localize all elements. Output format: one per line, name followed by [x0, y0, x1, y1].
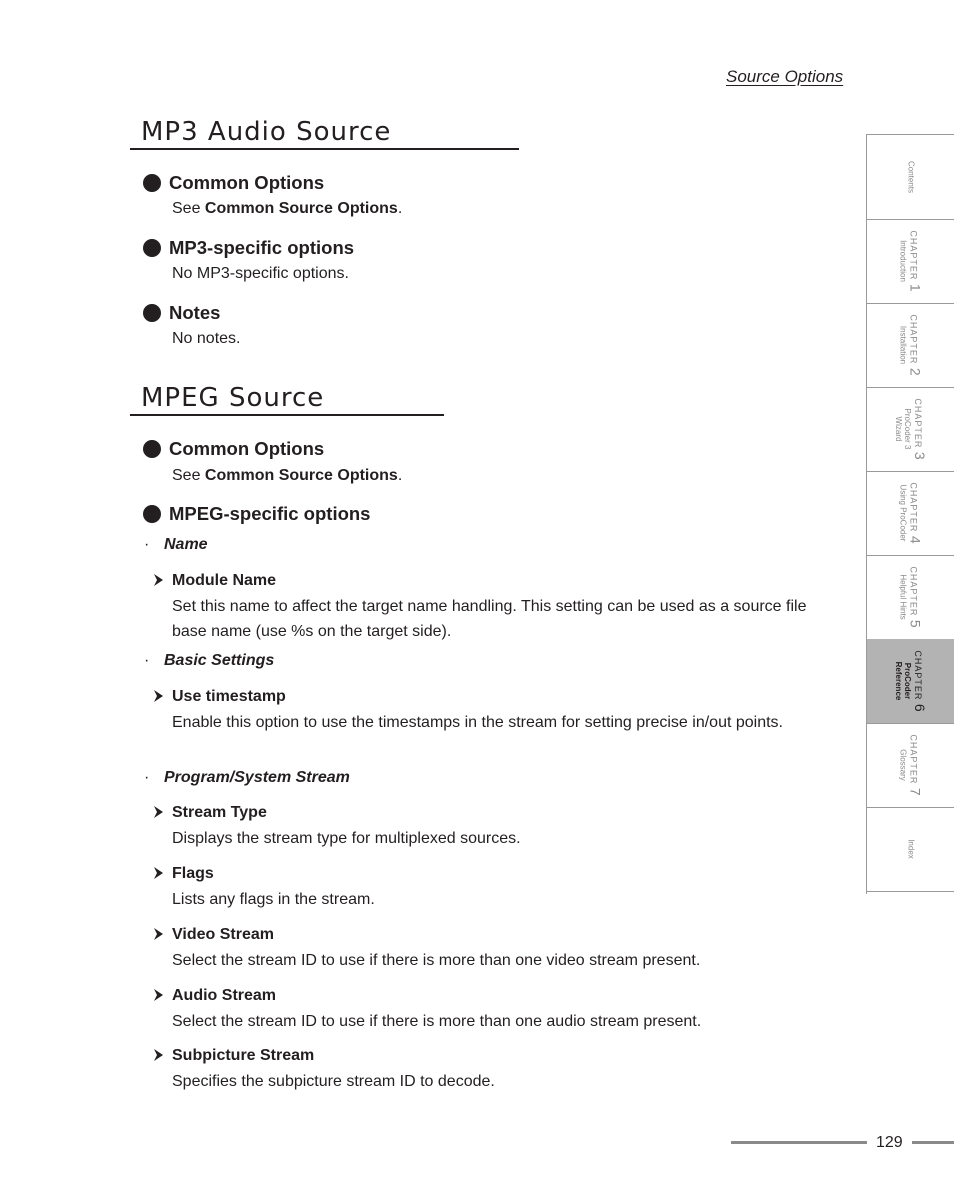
chevron-right-icon [152, 927, 166, 941]
chevron-right-icon [152, 988, 166, 1002]
item-audio-stream: Audio Stream [152, 987, 276, 1005]
item-module-name-desc: Set this name to affect the target name handling. This setting can be used as a source file base name (use %s on the target side). [172, 598, 807, 640]
mpeg-specific-options-heading: MPEG-specific options [143, 503, 370, 525]
item-subpicture-stream: Subpicture Stream [152, 1047, 314, 1065]
item-subpicture-stream-desc: Specifies the subpicture stream ID to decode. [172, 1073, 495, 1090]
item-stream-type: Stream Type [152, 804, 267, 822]
heading-bullet-icon [143, 174, 161, 192]
item-video-stream: Video Stream [152, 926, 274, 944]
footer-rule-right [912, 1141, 954, 1144]
mp3-title-rule [130, 148, 519, 150]
sidebar-tab-chapter-3[interactable] [867, 387, 954, 472]
mp3-common-options-text: See Common Source Options. [172, 200, 403, 217]
sidebar-tab-chapter-5[interactable] [867, 555, 954, 640]
mp3-notes-text: No notes. [172, 330, 241, 347]
item-video-stream-desc: Select the stream ID to use if there is more than one video stream present. [172, 952, 701, 969]
item-use-timestamp-desc: Enable this option to use the timestamps in the stream for setting precise in/out points. [172, 714, 783, 731]
mpeg-common-options-text: See Common Source Options. [172, 467, 403, 484]
sidebar-tab-chapter-3-label: CHAPTER 3 ProCoder 3 Wizard [894, 398, 928, 460]
heading-bullet-icon [143, 239, 161, 257]
running-head: Source Options [726, 67, 844, 86]
heading-bullet-icon [143, 304, 161, 322]
heading-bullet-icon [143, 505, 161, 523]
chevron-right-icon [152, 689, 166, 703]
chevron-right-icon [152, 805, 166, 819]
page-number: 129 [876, 1134, 903, 1151]
sidebar-tab-chapter-1-label: CHAPTER 1 Introduction [898, 230, 924, 292]
sidebar-tab-index-label: Index [906, 839, 916, 859]
sidebar-tab-chapter-7-label: CHAPTER 7 Glossary [898, 734, 924, 796]
chevron-right-icon [152, 1048, 166, 1062]
mp3-common-options-heading: Common Options [143, 172, 324, 194]
mp3-specific-options-heading: MP3-specific options [143, 237, 354, 259]
common-source-options-ref: Common Source Options [204, 467, 398, 484]
group-bullet-name: · Name [144, 536, 208, 553]
sidebar-tab-chapter-4[interactable] [867, 471, 954, 556]
group-bullet-basic-settings: · Basic Settings [144, 652, 275, 669]
item-flags-desc: Lists any flags in the stream. [172, 891, 375, 908]
footer-rule-left [731, 1141, 867, 1144]
sidebar-tab-index[interactable] [867, 807, 954, 892]
heading-bullet-icon [143, 440, 161, 458]
sidebar-tab-chapter-2-label: CHAPTER 2 Installation [898, 314, 924, 376]
sidebar-tab-chapter-5-label: CHAPTER 5 Helpful Hints [898, 566, 924, 628]
sidebar-tab-chapter-6[interactable] [867, 639, 954, 724]
common-source-options-ref: Common Source Options [204, 200, 398, 217]
sidebar-tab-chapter-2[interactable] [867, 303, 954, 388]
item-use-timestamp: Use timestamp [152, 688, 286, 706]
sidebar-tab-contents[interactable] [867, 134, 954, 220]
mp3-section-title: MP3 Audio Source [141, 117, 392, 147]
sidebar-tab-chapter-4-label: CHAPTER 4 Using ProCoder [898, 482, 924, 544]
item-module-name: Module Name [152, 572, 276, 590]
sidebar-tab-chapter-6-label: CHAPTER 6 ProCoder Reference [894, 650, 928, 712]
sidebar-tab-contents-label: Contents [906, 160, 916, 194]
mpeg-title-rule [130, 414, 444, 416]
item-stream-type-desc: Displays the stream type for multiplexed sources. [172, 830, 521, 847]
item-flags: Flags [152, 865, 214, 883]
mp3-notes-heading: Notes [143, 302, 220, 324]
chevron-right-icon [152, 866, 166, 880]
group-bullet-program-system-stream: · Program/System Stream [144, 769, 350, 786]
chevron-right-icon [152, 573, 166, 587]
item-audio-stream-desc: Select the stream ID to use if there is more than one audio stream present. [172, 1013, 702, 1030]
mpeg-section-title: MPEG Source [141, 383, 325, 413]
sidebar-tab-chapter-7[interactable] [867, 723, 954, 808]
mpeg-common-options-heading: Common Options [143, 438, 324, 460]
sidebar-tab-chapter-1[interactable] [867, 219, 954, 304]
chapter-sidebar [866, 134, 954, 894]
mp3-specific-options-text: No MP3-specific options. [172, 265, 349, 282]
